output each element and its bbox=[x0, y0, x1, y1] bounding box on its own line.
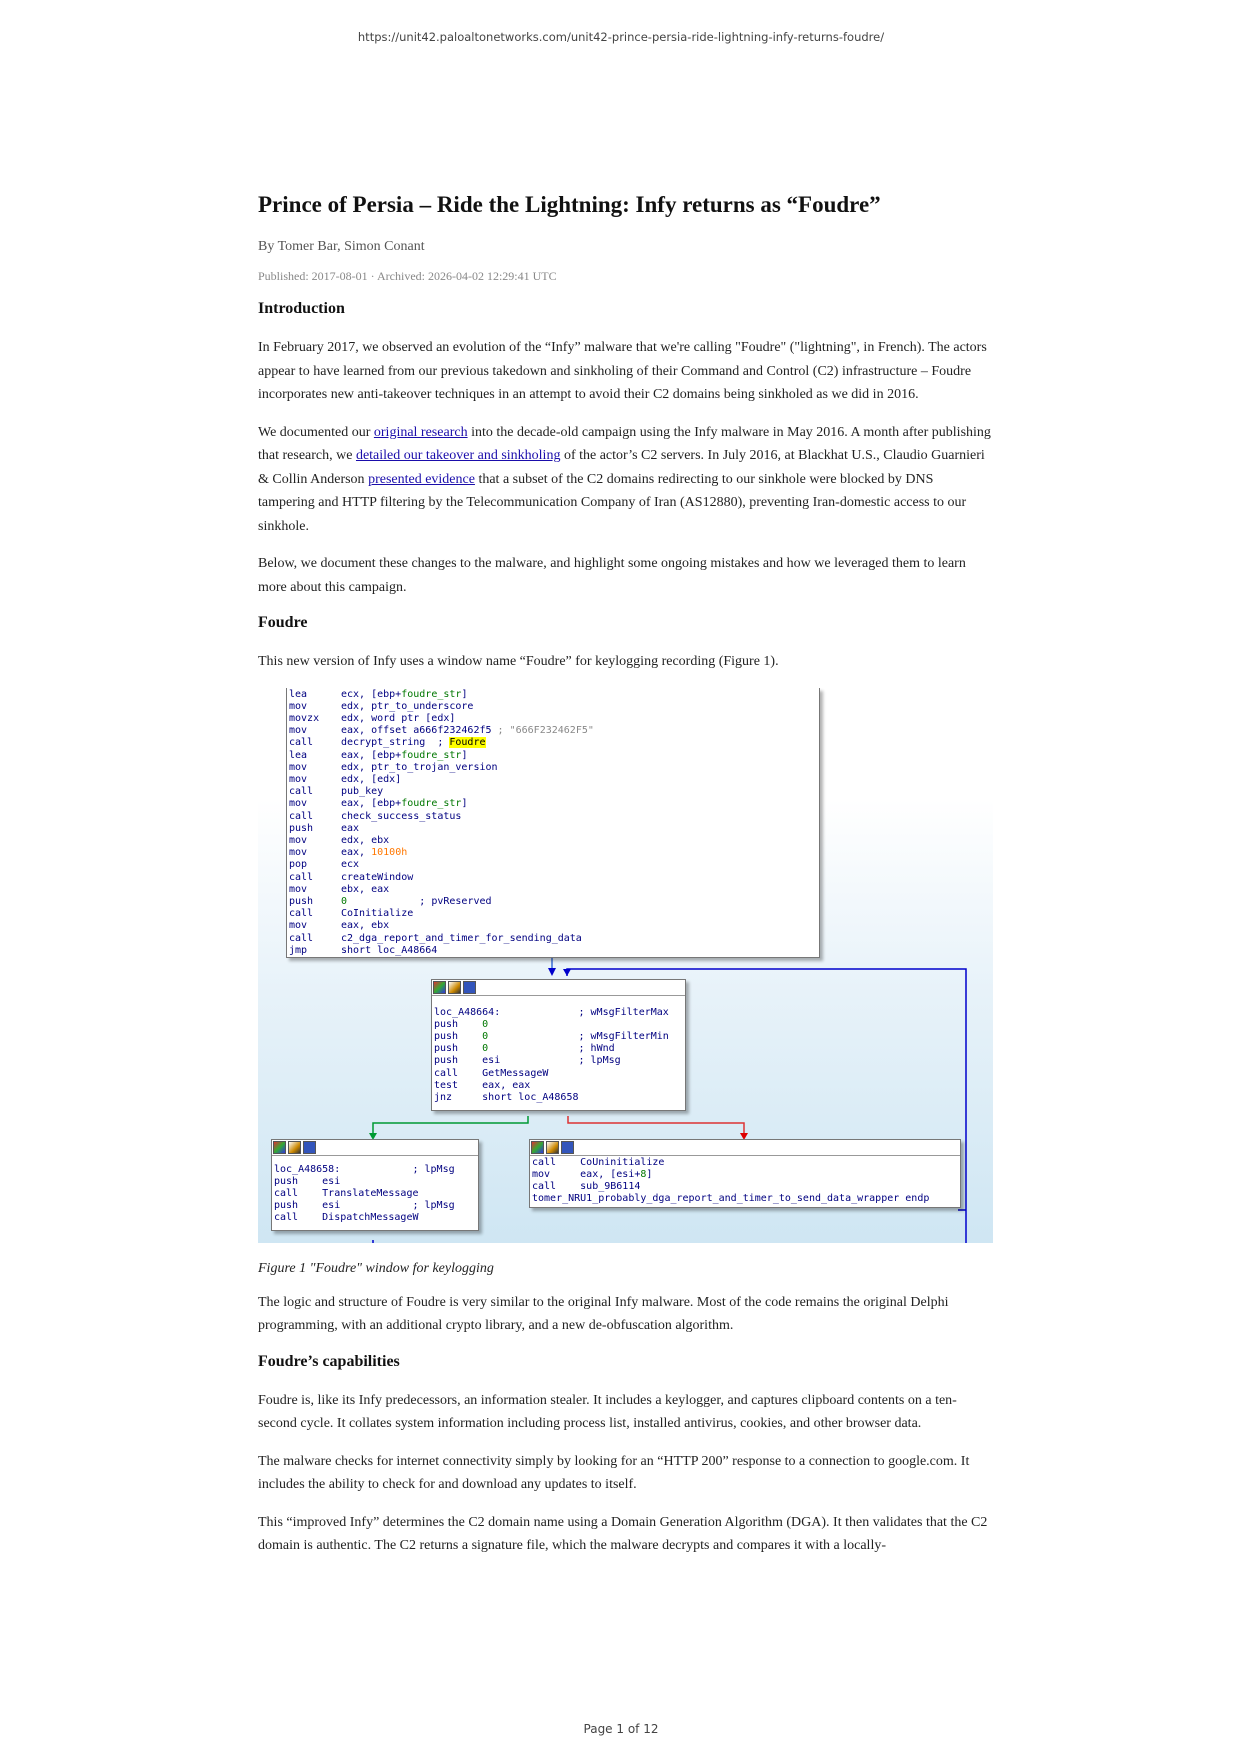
asm-lines-dispatch bbox=[272, 1156, 478, 1225]
asm-block-dispatch bbox=[271, 1139, 479, 1231]
asm-line: call createWindow bbox=[289, 871, 414, 883]
asm-line: push esi ; lpMsg bbox=[274, 1200, 455, 1212]
asm-line: mov eax, offset a666f232462f5 ; "666F232462F5" bbox=[289, 725, 594, 737]
asm-line: call DispatchMessageW bbox=[274, 1212, 419, 1224]
asm-line: push 0 bbox=[434, 1018, 489, 1030]
graph-icon bbox=[273, 1141, 286, 1154]
asm-line: call sub_9B6114 bbox=[532, 1180, 641, 1192]
paragraph-dga: This “improved Infy” determines the C2 domain name using a Domain Generation Algorithm (DGA). It then validates that the C2 domain is authentic. The C2 returns a signature file, which the malware decrypts and compares it with a locally- bbox=[258, 1514, 988, 1553]
asm-line: push 0 ; pvReserved bbox=[289, 895, 492, 907]
asm-line: mov edx, ptr_to_underscore bbox=[289, 700, 474, 712]
figure-caption: Figure 1 "Foudre" window for keylogging bbox=[258, 1260, 494, 1276]
asm-line: mov ebx, eax bbox=[289, 883, 390, 895]
asm-line: call CoUninitialize bbox=[532, 1156, 665, 1168]
intro-heading: Introduction bbox=[258, 300, 345, 317]
link-original-research[interactable]: original research bbox=[373, 424, 468, 440]
asm-line: call CoInitialize bbox=[289, 908, 414, 920]
asm-line: mov eax, ebx bbox=[289, 920, 390, 932]
asm-line: jnz short loc_A48658 bbox=[434, 1091, 579, 1103]
asm-block-exit bbox=[529, 1139, 961, 1208]
paragraph-text: into the decade-old campaign using the Infy malware in May 2016. A month after publishing that research, we bbox=[258, 424, 991, 463]
edit-icon bbox=[546, 1141, 559, 1154]
paragraph-research bbox=[258, 421, 993, 539]
asm-line: loc_A48664: ; wMsgFilterMax bbox=[434, 1006, 669, 1018]
window-icon bbox=[561, 1141, 574, 1154]
graph-icon bbox=[531, 1141, 544, 1154]
asm-block-message-loop bbox=[431, 979, 686, 1111]
paragraph-logic: The logic and structure of Foudre is very similar to the original Infy malware. Most of the code remains the original Delphi programming, with an additional crypto library, and a new de-obfuscation algorithm. bbox=[258, 1294, 949, 1333]
block-header bbox=[272, 1140, 478, 1156]
asm-lines-exit bbox=[530, 1156, 960, 1206]
paragraph-text: of the actor’s C2 servers. In July 2016, at Blackhat U.S., Claudio Guarnieri & Collin Anderson bbox=[258, 448, 985, 487]
asm-line: push eax bbox=[289, 822, 360, 834]
asm-line: test eax, eax bbox=[434, 1079, 531, 1091]
asm-line: loc_A48658: ; lpMsg bbox=[274, 1163, 455, 1175]
asm-line: push esi ; lpMsg bbox=[434, 1055, 621, 1067]
asm-line: push 0 ; hWnd bbox=[434, 1043, 615, 1055]
asm-line: mov edx, ebx bbox=[289, 834, 390, 846]
asm-line: call decrypt_string ; Foudre bbox=[289, 737, 486, 749]
asm-line: call TranslateMessage bbox=[274, 1187, 419, 1199]
paragraph-stealer: Foudre is, like its Infy predecessors, an information stealer. It includes a keylogger, and captures clipboard contents on a ten-second cycle. It collates system information including process list, installed antivirus, cookies, and other browser data. bbox=[258, 1392, 957, 1431]
asm-line: lea ecx, [ebp+foudre_str] bbox=[289, 688, 468, 700]
paragraph-below: Below, we document these changes to the malware, and highlight some ongoing mistakes and how we leveraged them to learn more about this campaign. bbox=[258, 556, 966, 595]
asm-block-main bbox=[286, 688, 820, 958]
byline: By Tomer Bar, Simon Conant bbox=[258, 239, 425, 254]
window-icon bbox=[463, 981, 476, 994]
asm-line: jmp short loc_A48664 bbox=[289, 944, 438, 956]
paragraph-window-name: This new version of Infy uses a window name “Foudre” for keylogging recording (Figure 1). bbox=[258, 654, 779, 669]
asm-line: push 0 ; wMsgFilterMin bbox=[434, 1030, 669, 1042]
asm-line: mov edx, [edx] bbox=[289, 773, 402, 785]
asm-line: call c2_dga_report_and_timer_for_sending_data bbox=[289, 932, 582, 944]
article-title: Prince of Persia – Ride the Lightning: Infy returns as “Foudre” bbox=[258, 192, 881, 217]
asm-line: movzx edx, word ptr [edx] bbox=[289, 712, 456, 724]
paragraph-intro: In February 2017, we observed an evolution of the “Infy” malware that we're calling "Foudre" ("lightning", in French). The actors appear to have learned from our previous takedown and sinkholing of their Command and Control (C2) infrastructure – Foudre incorporates new anti-takeover techniques in an attempt to avoid their C2 domains being sinkholed as we did in 2016. bbox=[258, 340, 987, 402]
edit-icon bbox=[448, 981, 461, 994]
asm-line: push esi bbox=[274, 1175, 341, 1187]
publish-meta: Published: 2017-08-01 · Archived: 2026-04-02 12:29:41 UTC bbox=[258, 269, 557, 283]
asm-line: tomer_NRU1_probably_dga_report_and_timer_to_send_data_wrapper endp bbox=[532, 1193, 930, 1205]
asm-line: mov eax, [esi+8] bbox=[532, 1168, 653, 1180]
window-icon bbox=[303, 1141, 316, 1154]
asm-line: mov edx, ptr_to_trojan_version bbox=[289, 761, 498, 773]
asm-line: call GetMessageW bbox=[434, 1067, 549, 1079]
link-takeover-sinkholing[interactable]: detailed our takeover and sinkholing bbox=[355, 448, 561, 463]
graph-icon bbox=[433, 981, 446, 994]
capabilities-heading: Foudre’s capabilities bbox=[258, 1352, 400, 1370]
paragraph-text: that a subset of the C2 domains redirecting to our sinkhole were blocked by DNS tampering and HTTP filtering by the Telecommunication Company of Iran (AS12880), preventing Iran-domestic access to our sinkhole. bbox=[258, 471, 967, 534]
foudre-heading: Foudre bbox=[258, 614, 308, 631]
page-url: https://unit42.paloaltonetworks.com/unit42-prince-persia-ride-lightning-infy-returns-foudre/ bbox=[357, 30, 885, 44]
asm-line: mov eax, 10100h bbox=[289, 847, 408, 859]
asm-line: lea eax, [ebp+foudre_str] bbox=[289, 749, 468, 761]
page-number: Page 1 of 12 bbox=[583, 1722, 659, 1736]
asm-line: call pub_key bbox=[289, 786, 384, 798]
block-header bbox=[530, 1140, 960, 1156]
asm-lines-loop bbox=[432, 996, 685, 1105]
block-header bbox=[432, 980, 685, 996]
asm-lines-main bbox=[289, 689, 819, 957]
link-presented-evidence[interactable]: presented evidence bbox=[368, 471, 475, 487]
article bbox=[258, 190, 993, 1572]
paragraph-connectivity: The malware checks for internet connectivity simply by looking for an “HTTP 200” response to a connection to google.com. It includes the ability to check for and download any updates to itself. bbox=[258, 1453, 970, 1492]
paragraph-text: We documented our bbox=[258, 424, 374, 440]
asm-line: call check_success_status bbox=[289, 810, 462, 822]
edit-icon bbox=[288, 1141, 301, 1154]
asm-line: mov eax, [ebp+foudre_str] bbox=[289, 798, 468, 810]
figure-ida-graph bbox=[258, 688, 993, 1243]
asm-line: pop ecx bbox=[289, 859, 360, 871]
